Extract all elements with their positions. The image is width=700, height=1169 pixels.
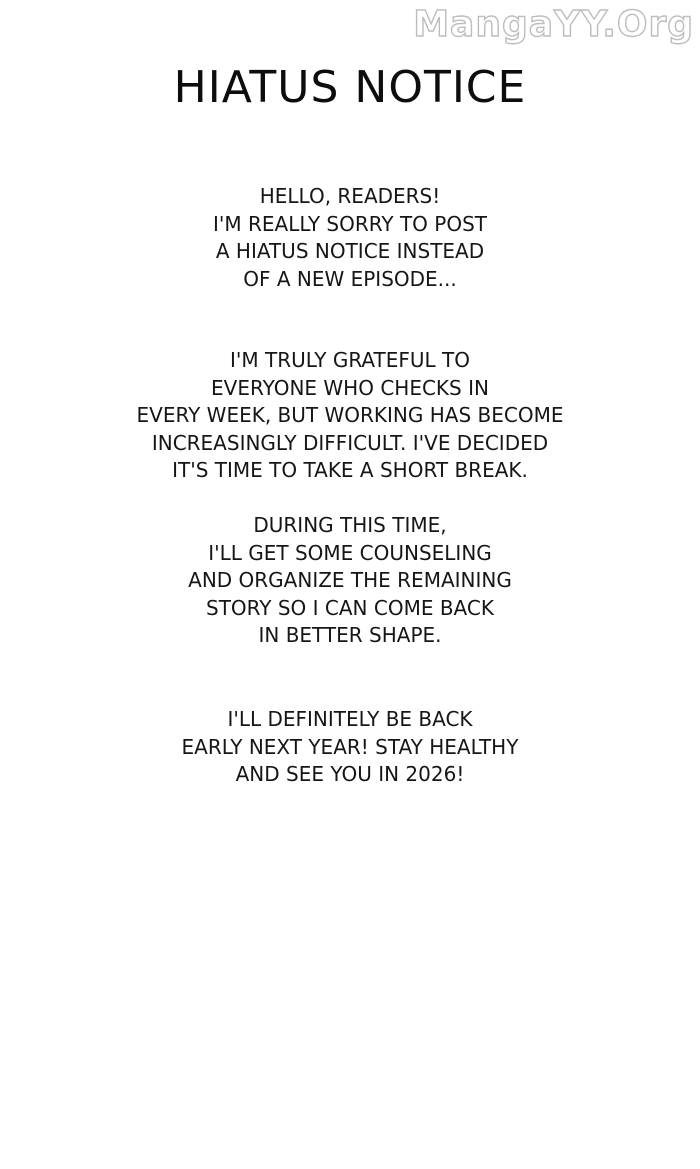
page-title: HIATUS NOTICE (173, 62, 527, 113)
notice-line: EVERY WEEK, BUT WORKING HAS BECOME (136, 403, 564, 427)
notice-line: I'LL GET SOME COUNSELING (208, 540, 492, 565)
notice-paragraph-greeting (0, 183, 700, 293)
notice-line: AND ORGANIZE THE REMAINING (188, 568, 512, 592)
site-watermark: MangaYY.Org (413, 4, 694, 45)
notice-line: EARLY NEXT YEAR! STAY HEALTHY (181, 734, 519, 759)
notice-line: STORY SO I CAN COME BACK (206, 595, 494, 620)
notice-line: AND SEE YOU IN 2026! (235, 762, 465, 786)
notice-paragraph-gratitude (0, 347, 700, 485)
notice-line: I'LL DEFINITELY BE BACK (227, 707, 473, 731)
notice-line: IT'S TIME TO TAKE A SHORT BREAK. (172, 458, 528, 482)
notice-line: OF A NEW EPISODE... (243, 266, 457, 291)
notice-line: EVERYONE WHO CHECKS IN (211, 375, 489, 400)
notice-paragraph-plans (0, 512, 700, 650)
notice-line: I'M TRULY GRATEFUL TO (230, 348, 470, 372)
notice-paragraph-return (0, 706, 700, 789)
notice-line: HELLO, READERS! (259, 184, 441, 208)
notice-line: I'M REALLY SORRY TO POST (213, 211, 487, 236)
notice-line: INCREASINGLY DIFFICULT. I'VE DECIDED (151, 430, 549, 455)
notice-line: DURING THIS TIME, (253, 513, 447, 537)
notice-line: A HIATUS NOTICE INSTEAD (215, 239, 485, 263)
notice-line: IN BETTER SHAPE. (258, 623, 442, 647)
